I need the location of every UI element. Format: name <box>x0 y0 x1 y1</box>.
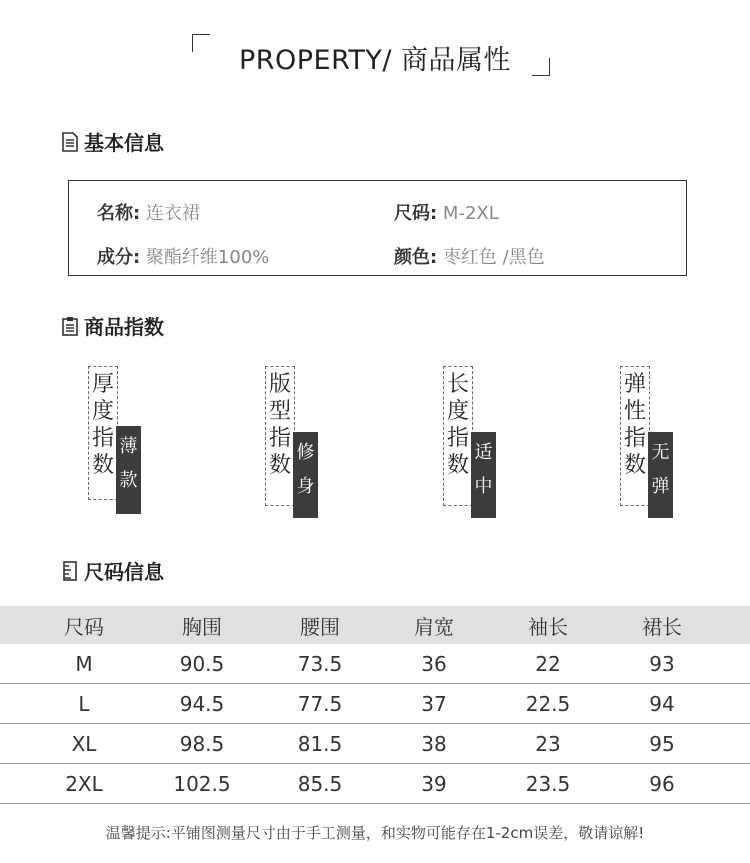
basic-info-box <box>68 180 687 276</box>
page-header <box>0 0 750 100</box>
corner-bracket-bottom-right <box>532 58 550 76</box>
index-thickness <box>88 366 168 516</box>
table-cell: L <box>78 691 90 716</box>
section-product-index-heading <box>62 311 164 340</box>
page-title: PROPERTY/ 商品属性 <box>238 45 512 76</box>
info-size: 尺码: M-2XL <box>394 203 499 224</box>
section-product-index-label: 商品指数 <box>84 315 164 339</box>
info-color: 颜色: 枣红色 /黑色 <box>394 247 545 268</box>
table-row <box>0 764 750 804</box>
size-table <box>0 606 750 804</box>
table-cell: 95 <box>649 731 675 756</box>
size-table-header <box>0 606 750 644</box>
section-size-info-label: 尺码信息 <box>84 560 164 584</box>
clipboard-icon <box>62 316 78 336</box>
index-fit <box>265 366 345 516</box>
table-cell: 98.5 <box>179 731 225 756</box>
info-material: 成分: 聚酯纤维100% <box>97 247 270 268</box>
table-cell: 36 <box>421 651 447 676</box>
table-cell: 93 <box>649 651 675 676</box>
table-cell: 2XL <box>65 771 103 796</box>
table-cell: 22.5 <box>525 691 571 716</box>
index-length <box>443 366 523 516</box>
column-header: 袖长 <box>528 614 568 639</box>
column-header: 尺码 <box>64 614 104 639</box>
column-header: 腰围 <box>300 614 340 639</box>
index-thickness-value: 薄款 <box>116 426 141 514</box>
section-basic-info-label: 基本信息 <box>84 131 164 155</box>
index-elasticity-label: 弹性指数 <box>620 366 650 506</box>
table-cell: M <box>75 651 93 676</box>
index-length-label: 长度指数 <box>443 366 473 506</box>
table-cell: 39 <box>421 771 447 796</box>
section-basic-info-heading <box>62 127 164 156</box>
ruler-icon <box>62 561 78 581</box>
table-cell: 94.5 <box>179 691 225 716</box>
index-elasticity-value: 无弹 <box>648 432 673 518</box>
table-cell: 37 <box>421 691 447 716</box>
table-cell: 22 <box>535 651 561 676</box>
table-cell: XL <box>71 731 97 756</box>
index-length-value: 适中 <box>471 432 496 518</box>
table-cell: 85.5 <box>297 771 343 796</box>
table-row <box>0 644 750 684</box>
table-cell: 38 <box>421 731 447 756</box>
table-cell: 77.5 <box>297 691 343 716</box>
document-icon <box>62 132 78 152</box>
footnote: 温馨提示:平铺图测量尺寸由于手工测量，和实物可能存在1-2cm误差，敬请谅解! <box>105 824 645 842</box>
section-size-info-heading <box>62 556 164 585</box>
column-header: 胸围 <box>182 614 222 639</box>
table-cell: 23 <box>535 731 561 756</box>
index-fit-value: 修身 <box>293 432 318 518</box>
table-cell: 73.5 <box>297 651 343 676</box>
table-cell: 96 <box>649 771 675 796</box>
column-header: 肩宽 <box>414 614 454 639</box>
table-row <box>0 724 750 764</box>
table-row <box>0 684 750 724</box>
table-cell: 81.5 <box>297 731 343 756</box>
table-cell: 94 <box>649 691 675 716</box>
table-cell: 90.5 <box>179 651 225 676</box>
table-cell: 102.5 <box>173 771 231 796</box>
index-fit-label: 版型指数 <box>265 366 295 506</box>
index-thickness-label: 厚度指数 <box>88 366 118 500</box>
index-elasticity <box>620 366 700 516</box>
column-header: 裙长 <box>642 614 682 639</box>
info-name: 名称: 连衣裙 <box>97 203 200 224</box>
table-cell: 23.5 <box>525 771 571 796</box>
